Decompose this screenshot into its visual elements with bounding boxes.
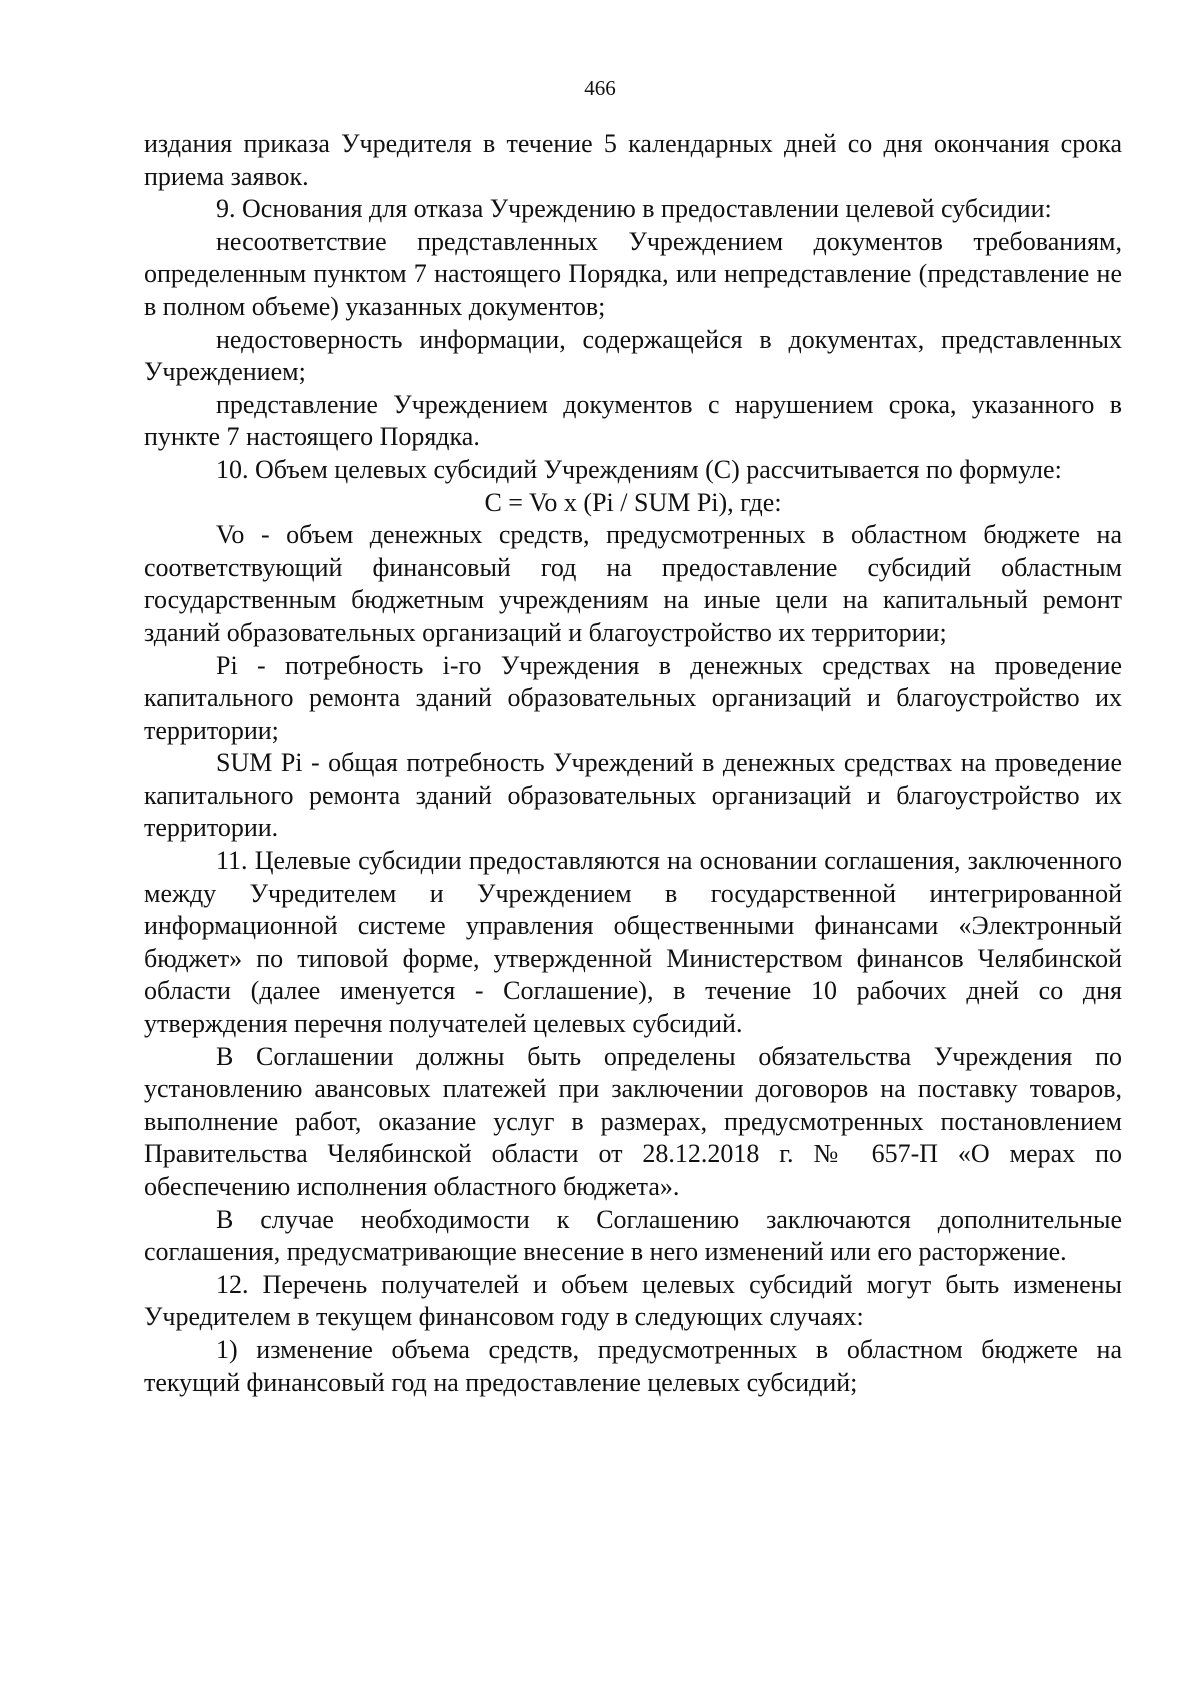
paragraph-refusal-reason-2: недостоверность информации, содержащейся в документах, представленных Учреждением; [144,324,1122,387]
paragraph-refusal-reason-3: представление Учреждением документов с нарушением срока, указанного в пункте 7 настоящего Порядка. [144,389,1122,452]
paragraph-item-9: 9. Основания для отказа Учреждению в предоставлении целевой субсидии: [216,194,1052,224]
paragraph-agreement-obligations: В Соглашении должны быть определены обязательства Учреждения по установлению авансовых платежей при заключении договоров на поставку товаров, выполнение работ, оказание услуг в размерах, предусмотренных постановлением Правительства Челябинской области от 28.12.2018 г. № 657-П «О мерах по обеспечению исполнения областного бюджета». [144,1041,1122,1201]
paragraph-pi-definition: Pi - потребность i-го Учреждения в денежных средствах на проведение капитального ремонта зданий образовательных организаций и благоустройство их территории; [144,650,1122,745]
page-number: 466 [584,76,616,100]
paragraph-item-11: 11. Целевые субсидии предоставляются на основании соглашения, заключенного между Учредителем и Учреждением в государственной интегрированной информационной системе управления общественными финансами «Электронный бюджет» по типовой форме, утвержденной Министерством финансов Челябинской области (далее именуется - Соглашение), в течение 10 рабочих дней со дня утверждения перечня получателей целевых субсидий. [144,846,1122,1039]
document-body [144,128,1122,1399]
paragraph-continuation: издания приказа Учредителя в течение 5 календарных дней со дня окончания срока приема заявок. [144,129,1122,191]
paragraph-vo-definition: Vo - объем денежных средств, предусмотренных в областном бюджете на соответствующий финансовый год на предоставление субсидий областным государственным бюджетным учреждениям на иные цели на капитальный ремонт зданий образовательных организаций и благоустройство их территории; [144,520,1122,647]
paragraph-item-10: 10. Объем целевых субсидий Учреждениям (C) рассчитывается по формуле: [216,454,1062,484]
paragraph-item-12-case-1: 1) изменение объема средств, предусмотренных в областном бюджете на текущий финансовый год на предоставление целевых субсидий; [144,1334,1122,1397]
paragraph-refusal-reason-1: несоответствие представленных Учреждением документов требованиям, определенным пунктом 7 настоящего Порядка, или непредставление (представление не в полном объеме) указанных документов; [144,226,1122,321]
paragraph-item-12: 12. Перечень получателей и объем целевых субсидий могут быть изменены Учредителем в текущем финансовом году в следующих случаях: [144,1269,1122,1332]
formula: C = Vo x (Pi / SUM Pi), где: [484,487,782,517]
paragraph-additional-agreements: В случае необходимости к Соглашению заключаются дополнительные соглашения, предусматривающие внесение в него изменений или его расторжение. [144,1204,1122,1267]
paragraph-sum-pi-definition: SUM Pi - общая потребность Учреждений в денежных средствах на проведение капитального ремонта зданий образовательных организаций и благоустройство их территории. [144,748,1122,843]
